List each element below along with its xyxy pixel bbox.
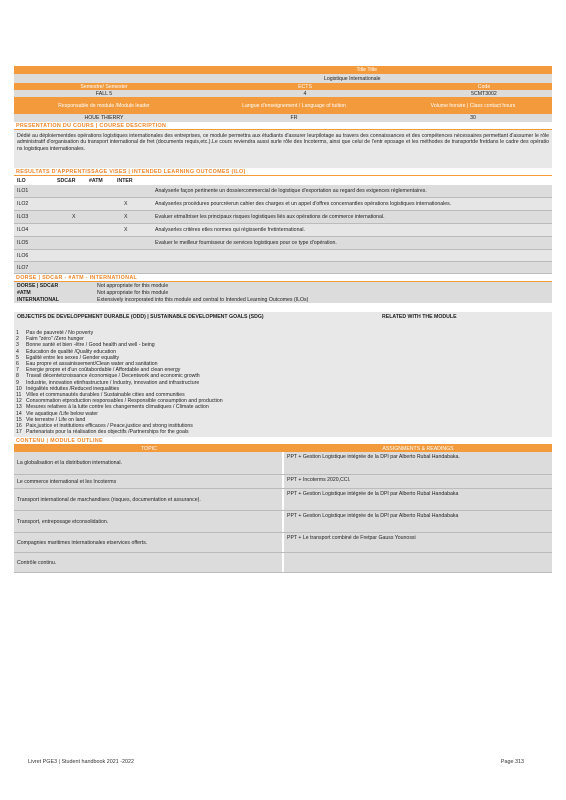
ilo-header-row	[14, 176, 552, 185]
ilo-description: Analyserles critères etles normes qui régissentle fretinternational.	[155, 227, 305, 233]
title-header-row	[14, 66, 552, 74]
sdg-goal-text: Egalité entre les sexes / Gender equality	[26, 354, 120, 361]
ects-value: 4	[303, 90, 307, 97]
ilo-col-atm: #ATM	[89, 177, 103, 184]
sdg-goal-number: 10	[16, 385, 22, 392]
sdg-goal-text: Industrie, innovation etinfrastructure / Industry, innovation and infrastructure	[26, 379, 200, 386]
sdg-goal-number: 15	[16, 416, 22, 423]
sdg-goal-number: 17	[16, 429, 22, 436]
ilo-row	[14, 250, 552, 262]
outline-topic: La globalisation et la distribution international.	[14, 452, 284, 474]
ilo-mark-atm	[124, 262, 152, 273]
ilo-description: Analyserle façon pertinente un dossiercommercial de logistique d'exportation au regard des exigences réglementaires.	[155, 188, 427, 194]
sdg-goal-number: 1	[16, 330, 19, 336]
ilo-mark-sdcr	[54, 250, 124, 261]
sdg-goal-number: 11	[16, 392, 22, 399]
outline-assignment: PPT + Gestion Logistique intégrée de la DPI par Alberto Rubal Handabaka	[287, 513, 459, 520]
code-value: 5CMT3002	[471, 90, 497, 97]
dorse-label: DORSE | SDC&R	[17, 282, 59, 289]
ilo-description	[152, 262, 552, 273]
sdg-goal-text: Consommation etproduction responsables / Responsible consumption and production	[26, 398, 223, 405]
volume-value: 30	[470, 115, 476, 121]
outline-assignment: PPT + Gestion Logistique intégrée de la DPI par Alberto Rubal Handabaka	[287, 491, 459, 498]
ilo-mark-atm: X	[124, 227, 128, 233]
dorse-text: Not appropriate for this module	[97, 282, 169, 289]
outline-row	[14, 489, 552, 511]
leader-label: Responsable de module /Module leader	[58, 102, 150, 109]
ilo-table	[14, 185, 552, 274]
volume-label: Volume horaire | Class contact hours	[430, 102, 516, 109]
ilo-title: RESULTATS D'APPRENTISSAGE VISES | INTENDED LEARNING OUTCOMES (ILO)	[14, 168, 552, 176]
sdg-goal-number: 3	[16, 342, 19, 349]
sdg-goal-number: 6	[16, 361, 19, 368]
title-label: Title Title	[14, 66, 552, 74]
outline-assignment	[284, 553, 552, 572]
footer-handbook-label: Livret PGE3 | Student handbook 2021 -2022	[28, 759, 134, 765]
sdg-goal-number: 5	[16, 354, 19, 361]
sdg-goal-text: Paix,justice et institutions efficaces / Peace,justice and strong institutions	[26, 423, 193, 430]
module-title: Logistique Internationale	[324, 75, 381, 82]
dorse-row	[14, 289, 552, 296]
sdg-goal-number: 9	[16, 379, 19, 386]
title-value-row	[14, 74, 552, 83]
outline-assignment: PPT + Gestion Logistique intégrée de la DPI par Alberto Rubal Handabaka.	[287, 454, 460, 461]
ilo-description: Analyserles procédures pourcréerun cahier des charges et un appel d'offres concernantles opérations logistiques internationales.	[155, 201, 452, 207]
ilo-row	[14, 237, 552, 250]
outline-topic: Le commerce international et les Incoterms	[14, 475, 284, 488]
ilo-id: ILO1	[17, 188, 29, 194]
sdg-goal-text: Inégalités réduites /Reduced inequalities	[26, 385, 120, 392]
outline-row	[14, 452, 552, 475]
sdg-goal-number: 13	[16, 404, 22, 411]
description-title: PRESENTATION DU COURS | COURSE DESCRIPTION	[14, 122, 552, 130]
ilo-mark-sdcr	[54, 262, 124, 273]
ilo-row	[14, 224, 552, 237]
ilo-row	[14, 211, 552, 224]
sdg-section	[14, 312, 552, 437]
outline-col-topic: TOPIC	[141, 445, 157, 452]
code-label: Code	[477, 83, 491, 90]
ilo-col-inter: INTER	[117, 177, 133, 184]
sdg-goal-text: Vie terrestre / Life on land	[26, 416, 86, 423]
outline-title: CONTENU | MODULE OUTLINE	[14, 437, 552, 445]
ects-label: ECTS	[298, 83, 312, 90]
semester-value-row	[14, 90, 552, 97]
outline-col-assignments: ASSIGNMENTS & READINGS	[382, 445, 454, 452]
sdg-goal-number: 16	[16, 423, 22, 430]
sdg-goal-number: 8	[16, 373, 19, 380]
leader-value-row	[14, 114, 552, 122]
ilo-row	[14, 185, 552, 198]
ilo-col-ilo: ILO	[17, 177, 26, 184]
sdg-title: OBJECTIFS DE DEVELOPPEMENT DURABLE (ODD) | SUSTAINABLE DEVELOPMENT GOALS (SDG)	[17, 314, 264, 320]
outline-header-row	[14, 445, 552, 452]
ilo-mark-atm: X	[124, 201, 128, 207]
outline-topic: Contrôle continu.	[14, 553, 284, 572]
ilo-mark-sdcr: X	[72, 214, 76, 220]
ilo-description	[152, 250, 552, 261]
ilo-id: ILO7	[17, 264, 29, 271]
sdg-goal-item	[14, 429, 552, 435]
sdg-header-row	[14, 314, 552, 330]
sdg-goal-text: Mesures relatives à la lutte contre les changements climatiques / Climate action	[26, 404, 209, 411]
sdg-related-title: RELATED WITH THE MODULE	[382, 314, 457, 320]
sdg-goal-text: Eau propre et assainissement/Clean water and sanitation	[26, 361, 158, 368]
outline-topic: Transport international de marchandises (risques, documentation et assurance).	[14, 489, 284, 510]
dorse-label: #ATM	[17, 289, 31, 296]
sdg-goal-text: Energie propre et d'un coûtabordable / Affordable and clean energy	[26, 367, 181, 374]
outline-table	[14, 452, 552, 573]
dorse-text: Not appropriate for this module	[97, 289, 169, 296]
ilo-description: Evaluer etmaîtriser les principaux risques logistiques liés aux opérations de commerce international.	[155, 214, 385, 220]
sdg-goal-text: Vie aquatique /Life below water	[26, 410, 99, 417]
outline-row	[14, 533, 552, 553]
semester-header-row	[14, 83, 552, 90]
dorse-row	[14, 282, 552, 289]
sdg-goal-text: Partenariats pour la réalisation des objectifs /Partnerships for the goals	[26, 429, 189, 436]
dorse-title: DORSE | SDC&R - #ATM - INTERNATIONAL	[14, 274, 552, 282]
semester-value: FALL 5	[95, 90, 113, 97]
semester-label: Semestre/ Semester	[80, 83, 128, 90]
sdg-goal-number: 12	[16, 398, 22, 405]
dorse-text: Extensively incorporated into this module and central to Intended Learning Outcomes (ILOs)	[97, 296, 309, 303]
sdg-goal-number: 2	[16, 336, 19, 343]
outline-assignment: PPT + Incoterms 2020,CCI.	[287, 477, 351, 484]
leader-value: HOUE THIERRY	[84, 115, 124, 121]
outline-topic: Transport, entreposage etconsolidation.	[14, 511, 284, 532]
ilo-id: ILO2	[17, 201, 29, 207]
dorse-table	[14, 282, 552, 303]
sdg-goal-text: Bonne santé et bien -être / Good health and well - being	[26, 342, 155, 349]
dorse-label: INTERNATIONAL	[17, 296, 59, 303]
ilo-description: Evaluer le meilleur fournisseur de services logistiques pour ce type d'opération.	[155, 240, 337, 246]
ilo-mark-sdcr	[54, 224, 124, 236]
ilo-id: ILO3	[17, 214, 29, 220]
dorse-row	[14, 296, 552, 303]
sdg-goal-text: Pas de pauvreté / No poverty	[26, 330, 94, 336]
ilo-mark-atm	[124, 250, 152, 261]
description-text: Dédié au déploiementdes opérations logistiques internationales des entreprises, ce module permettra aux étudiants d'assurer leurpilotage au travers des connaissances et des compétences nécessaires permettant d'assumer le rôle administratif d'organisation du transport international de fret (documents requis,etc.).Le cours reviendra aussi surle rôle des Incoterms, ainsi que celui de l'entr eposage et les méthodes de transportde fretdans le cadre des opératio ns logistiques internationales.	[14, 130, 552, 168]
ilo-id: ILO6	[17, 252, 29, 259]
module-sheet	[14, 66, 552, 573]
sdg-goal-text: Travail décentetcroissance économique / Decentwork and economic growth	[26, 373, 200, 380]
language-value: FR	[290, 115, 298, 121]
ilo-mark-atm: X	[124, 214, 128, 220]
outline-assignment: PPT + Le transport combiné de Fretpar Gauss Younossi	[287, 535, 416, 542]
ilo-mark-sdcr	[54, 198, 124, 210]
outline-row	[14, 511, 552, 533]
language-label: Langue d'enseignement / Language of tuition	[242, 102, 346, 109]
ilo-row	[14, 198, 552, 211]
leader-header-row	[14, 97, 552, 114]
ilo-mark-sdcr	[54, 237, 124, 249]
sdg-goals-list	[14, 330, 552, 435]
sdg-goal-number: 4	[16, 348, 19, 355]
outline-row	[14, 475, 552, 489]
ilo-mark-sdcr	[54, 185, 124, 197]
sdg-goal-text: Faim "zéro" /Zero hunger	[26, 336, 84, 343]
footer-page-number: Page 313	[500, 759, 524, 765]
ilo-row	[14, 262, 552, 274]
outline-row	[14, 553, 552, 573]
sdg-goal-number: 7	[16, 367, 19, 374]
ilo-col-sdcr: SDC&R	[57, 177, 76, 184]
page-footer	[28, 759, 524, 765]
sdg-goal-text: Education de qualité /Quality education	[26, 348, 116, 355]
outline-topic: Compagnies maritimes internationales etservices offerts.	[14, 533, 284, 552]
ilo-mark-atm	[124, 185, 152, 197]
ilo-id: ILO5	[17, 240, 29, 246]
ilo-mark-atm	[124, 237, 152, 249]
sdg-goal-text: Villes et communautés durables / Sustainable cities and communities	[26, 392, 185, 399]
sdg-goal-number: 14	[16, 410, 22, 417]
ilo-id: ILO4	[17, 227, 29, 233]
